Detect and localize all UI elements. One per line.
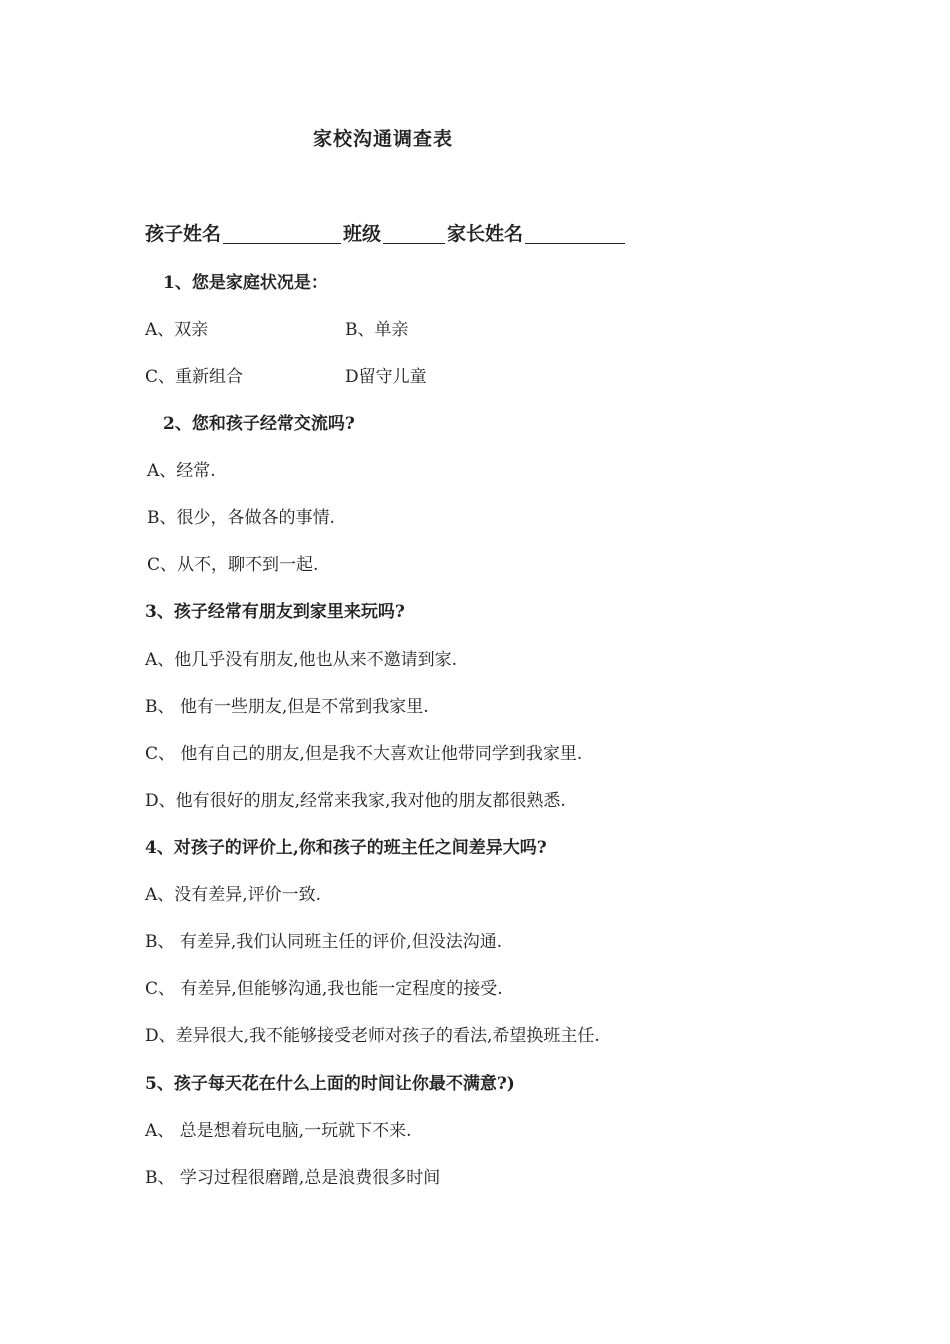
document-title: 家校沟通调查表 [313,128,454,150]
question-3: 3、孩子经常有朋友到家里来玩吗? [145,602,405,622]
q1-option-a[interactable]: A、双亲 [145,320,209,340]
q2-option-b[interactable]: B、很少，各做各的事情. [147,508,335,528]
question-5: 5、孩子每天花在什么上面的时间让你最不满意?) [145,1074,515,1094]
q4-option-a[interactable]: A、没有差异,评价一致. [145,885,322,905]
class-label: 班级 [343,223,382,245]
q4-option-b[interactable]: B、 有差异,我们认同班主任的评价,但没法沟通. [145,932,503,952]
question-1: 1、您是家庭状况是： [163,273,328,293]
q3-option-a[interactable]: A、他几乎没有朋友,他也从来不邀请到家. [145,650,458,670]
q1-option-d[interactable]: D留守儿童 [345,367,427,387]
q1-option-b[interactable]: B、单亲 [345,320,409,340]
q5-option-a[interactable]: A、 总是想着玩电脑,一玩就下不来. [145,1121,412,1141]
q3-option-b[interactable]: B、 他有一些朋友,但是不常到我家里. [145,697,429,717]
info-fields-line [145,219,627,246]
q4-option-c[interactable]: C、 有差异,但能够沟通,我也能一定程度的接受. [145,979,503,999]
question-2: 2、您和孩子经常交流吗? [163,414,355,434]
child-name-blank[interactable] [223,223,341,244]
q3-option-c[interactable]: C、 他有自己的朋友,但是我不大喜欢让他带同学到我家里. [145,744,583,764]
child-name-label: 孩子姓名 [145,223,222,245]
q4-option-d[interactable]: D、差异很大,我不能够接受老师对孩子的看法,希望换班主任. [145,1026,600,1046]
q2-option-a[interactable]: A、经常. [147,461,216,481]
q2-option-c[interactable]: C、从不，聊不到一起. [147,555,319,575]
parent-name-label: 家长姓名 [447,223,524,245]
q5-option-b[interactable]: B、 学习过程很磨蹭,总是浪费很多时间 [145,1168,441,1188]
question-4: 4、对孩子的评价上,你和孩子的班主任之间差异大吗? [145,838,547,858]
q1-option-c[interactable]: C、重新组合 [145,367,244,387]
parent-name-blank[interactable] [525,223,625,244]
class-blank[interactable] [383,223,445,244]
q3-option-d[interactable]: D、他有很好的朋友,经常来我家,我对他的朋友都很熟悉. [145,791,566,811]
